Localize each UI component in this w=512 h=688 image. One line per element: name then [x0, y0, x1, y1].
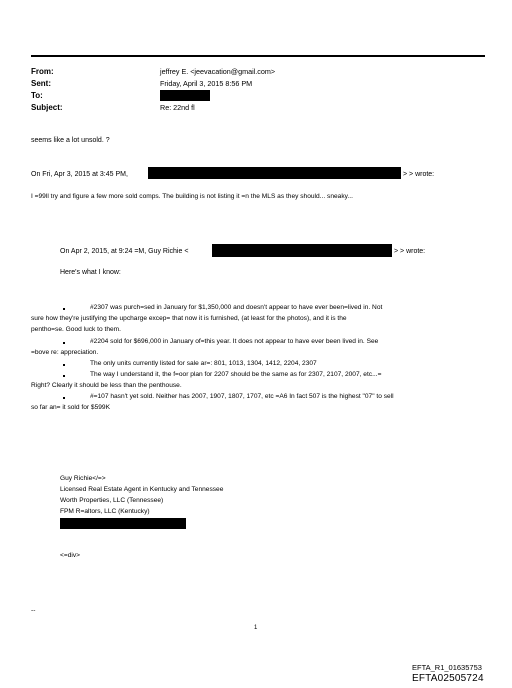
- quote2-heres: Here's what I know:: [60, 269, 121, 276]
- to-label: To:: [31, 91, 43, 100]
- redaction-to: [160, 90, 210, 101]
- subject-value: Re: 22nd fl: [160, 103, 195, 112]
- bullet-1-line-3: pentho=se. Good luck to them.: [31, 326, 121, 333]
- sent-value: Friday, April 3, 2015 8:56 PM: [160, 79, 253, 88]
- signature-name: Guy Richie</=>: [60, 475, 106, 482]
- dash-separator: --: [31, 607, 36, 614]
- redaction-email-1: [148, 167, 401, 179]
- quote2-wrote: > > wrote:: [394, 248, 426, 255]
- quote2-intro: On Apr 2, 2015, at 9:24 =M, Guy Richie <: [60, 248, 189, 255]
- bullet-icon: [63, 364, 65, 366]
- bullet-3-line-1: The only units currently listed for sale ar=: 801, 1013, 1304, 1412, 2204, 2307: [90, 360, 317, 367]
- bullet-1-line-2: sure how they're justifying the upcharge excep= that now it is furnished, (at least for the photos), and it is the: [31, 315, 347, 322]
- bullet-icon: [63, 308, 65, 310]
- bullet-5-line-2: so far an= it sold for $599K: [31, 404, 110, 411]
- bullet-2-line-1: #2204 sold for $696,000 in January of=this year. It does not appear to have ever been lived in. See: [90, 338, 379, 345]
- bullet-5-line-1: #=107 hasn't yet sold. Neither has 2007, 1907, 1807, 1707, etc =A6 In fact 507 is the highest "07" to sell: [90, 393, 394, 400]
- from-label: From:: [31, 67, 54, 76]
- bullet-1-line-1: #2307 was purch=sed in January for $1,350,000 and doesn't appear to have ever been=lived in. Not: [90, 304, 383, 311]
- div-tag-text: <=div>: [60, 552, 80, 559]
- efta-id-large: EFTA02505724: [412, 673, 484, 684]
- from-value: jeffrey E. <jeevacation@gmail.com>: [160, 67, 276, 76]
- sent-label: Sent:: [31, 79, 51, 88]
- redaction-signature: [60, 518, 186, 529]
- header-rule: [31, 55, 485, 57]
- bullet-4-line-1: The way I understand it, the f=oor plan for 2207 should be the same as for 2307, 2107, 2007, etc...=: [90, 371, 382, 378]
- subject-label: Subject:: [31, 103, 63, 112]
- quote1-intro: On Fri, Apr 3, 2015 at 3:45 PM,: [31, 171, 128, 178]
- efta-id-small: EFTA_R1_01635753: [412, 663, 482, 672]
- bullet-4-line-2: Right? Clearly it should be less than the penthouse.: [31, 382, 182, 389]
- bullet-2-line-2: =bove re: appreciation.: [31, 349, 99, 356]
- redaction-email-2: [212, 244, 392, 257]
- signature-company-1: Worth Properties, LLC (Tennessee): [60, 497, 164, 504]
- quote1-text: I =99ll try and figure a few more sold comps. The building is not listing it =n the MLS as they should... sneaky...: [31, 193, 353, 200]
- signature-title: Licensed Real Estate Agent in Kentucky and Tennessee: [60, 486, 224, 493]
- page-number: 1: [254, 625, 258, 631]
- signature-company-2: FPM R=altors, LLC (Kentucky): [60, 508, 150, 515]
- bullet-icon: [63, 397, 65, 399]
- quote1-wrote: > > wrote:: [403, 171, 435, 178]
- body-line: seems like a lot unsold. ?: [31, 137, 110, 144]
- bullet-icon: [63, 342, 65, 344]
- bullet-icon: [63, 375, 65, 377]
